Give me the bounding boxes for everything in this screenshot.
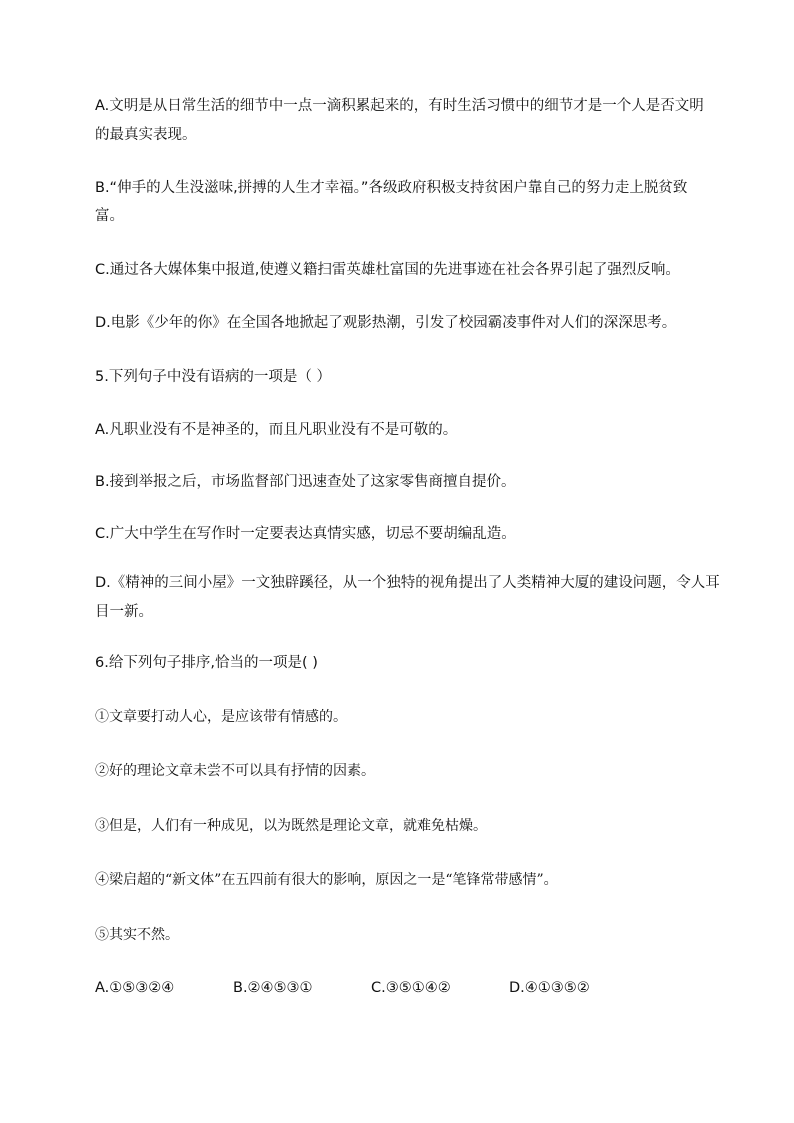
q5-option-d-line2: 目一新。	[95, 604, 153, 620]
q4-option-c: C.通过各大媒体集中报道,使遵义籍扫雷英雄杜富国的先进事迹在社会各界引起了强烈反响。	[95, 262, 680, 278]
q6-sentence-4: ④梁启超的“新文体”在五四前有很大的影响，原因之一是“笔锋常带感情”。	[95, 872, 558, 888]
q6-sentence-2: ②好的理论文章未尝不可以具有抒情的因素。	[95, 763, 375, 779]
q4-option-a-line1: A.文明是从日常生活的细节中一点一滴积累起来的，有时生活习惯中的细节才是一个人是否文明	[95, 98, 704, 114]
q6-option-a: A.①⑤③②④	[95, 980, 175, 996]
q6-option-b: B.②④⑤③①	[233, 980, 313, 996]
q5-option-b: B.接到举报之后，市场监督部门迅速查处了这家零售商擅自提价。	[95, 474, 516, 490]
q6-sentence-3: ③但是，人们有一种成见，以为既然是理论文章，就难免枯燥。	[95, 818, 487, 834]
q5-option-d-line1: D.《精神的三间小屋》一文独辟蹊径，从一个独特的视角提出了人类精神大厦的建设问题，令人耳	[95, 575, 720, 591]
q4-option-d: D.电影《少年的你》在全国各地掀起了观影热潮，引发了校园霸凌事件对人们的深深思考。	[95, 315, 677, 331]
q6-options-row	[95, 974, 705, 1003]
q6-option-d: D.④①③⑤②	[509, 980, 590, 996]
q4-option-b-line1: B.“伸手的人生没滋味,拼搏的人生才幸福。”各级政府积极支持贫困户靠自己的努力走上脱贫致	[95, 180, 688, 196]
q6-sentence-1: ①文章要打动人心，是应该带有情感的。	[95, 709, 347, 725]
q4-option-b-line2: 富。	[95, 208, 124, 224]
q5-option-c: C.广大中学生在写作时一定要表达真情实感，切忌不要胡编乱造。	[95, 526, 516, 542]
q5-option-a: A.凡职业没有不是神圣的，而且凡职业没有不是可敬的。	[95, 422, 458, 438]
q5-stem: 5.下列句子中没有语病的一项是（ ）	[95, 369, 331, 385]
q6-option-c: C.③⑤①④②	[371, 980, 451, 996]
q6-sentence-5: ⑤其实不然。	[95, 927, 179, 943]
q4-option-a-line2: 的最真实表现。	[95, 127, 197, 143]
q6-stem: 6.给下列句子排序,恰当的一项是( )	[95, 655, 318, 671]
